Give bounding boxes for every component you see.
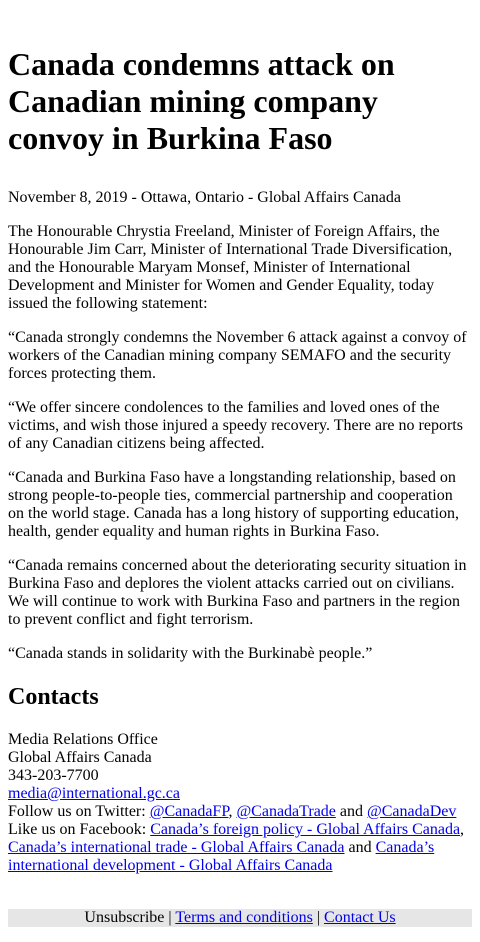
contacts-block	[8, 731, 472, 875]
paragraph-relationship: “Canada and Burkina Faso have a longstanding relationship, based on strong people-to-people ties, commercial partnership and cooperation on the world stage. Canada has a long history of supporting education, health, gender equality and human rights in Burkina Faso.	[8, 469, 460, 540]
facebook-prefix: Like us on Facebook:	[8, 821, 151, 838]
unsubscribe-text[interactable]: Unsubscribe	[84, 909, 165, 926]
facebook-link-foreign-policy[interactable]: Canada’s foreign policy - Global Affairs Canada	[150, 821, 461, 838]
contact-organization: Global Affairs Canada	[8, 749, 152, 766]
footer-separator-2: |	[312, 909, 325, 926]
paragraph-intro: The Honourable Chrystia Freeland, Minister of Foreign Affairs, the Honourable Jim Carr, Minister of International Trade Diversification, and the Honourable Maryam Monsef, Minister of International Development and Minister for Women and Gender Equality, today issued the following statement:	[8, 223, 453, 312]
twitter-link-canadatrade[interactable]: @CanadaTrade	[236, 803, 336, 820]
twitter-separator-and: and	[335, 803, 367, 820]
paragraph-condemnation: “Canada strongly condemns the November 6 attack against a convoy of workers of the Canadian mining company SEMAFO and the security forces protecting them.	[8, 329, 467, 382]
article-title: Canada condemns attack on Canadian mining company convoy in Burkina Faso	[8, 46, 395, 156]
paragraph-security: “Canada remains concerned about the deteriorating security situation in Burkina Faso and deplores the violent attacks carried out on civilians. We will continue to work with Burkina Faso and partners in the region to prevent conflict and fight terrorism.	[8, 557, 467, 628]
twitter-prefix: Follow us on Twitter:	[8, 803, 150, 820]
contacts-heading: Contacts	[8, 684, 99, 710]
email-link[interactable]: media@international.gc.ca	[8, 785, 180, 802]
facebook-link-international-trade[interactable]: Canada’s international trade - Global Affairs Canada	[8, 839, 345, 856]
dateline: November 8, 2019 - Ottawa, Ontario - Global Affairs Canada	[8, 189, 401, 206]
terms-link[interactable]: Terms and conditions	[175, 909, 313, 926]
twitter-link-canadadev[interactable]: @CanadaDev	[367, 803, 457, 820]
twitter-link-canadafp[interactable]: @CanadaFP	[149, 803, 229, 820]
footer-separator-1: |	[164, 909, 176, 926]
contact-phone: 343-203-7700	[8, 767, 99, 784]
contact-office: Media Relations Office	[8, 731, 158, 748]
footer-bar	[8, 909, 472, 927]
paragraph-solidarity: “Canada stands in solidarity with the Burkinabè people.”	[8, 645, 373, 662]
twitter-separator-comma: ,	[228, 803, 237, 820]
contact-email-line	[8, 785, 472, 803]
contact-us-link[interactable]: Contact Us	[324, 909, 396, 926]
twitter-line	[8, 803, 472, 821]
facebook-link-international-development[interactable]: Canada’s international development - Global Affairs Canada	[8, 839, 435, 874]
paragraph-condolences: “We offer sincere condolences to the families and loved ones of the victims, and wish those injured a speedy recovery. There are no reports of any Canadian citizens being affected.	[8, 399, 463, 452]
facebook-line	[8, 821, 472, 875]
facebook-separator-and: and	[344, 839, 376, 856]
facebook-separator-comma: ,	[460, 821, 465, 838]
